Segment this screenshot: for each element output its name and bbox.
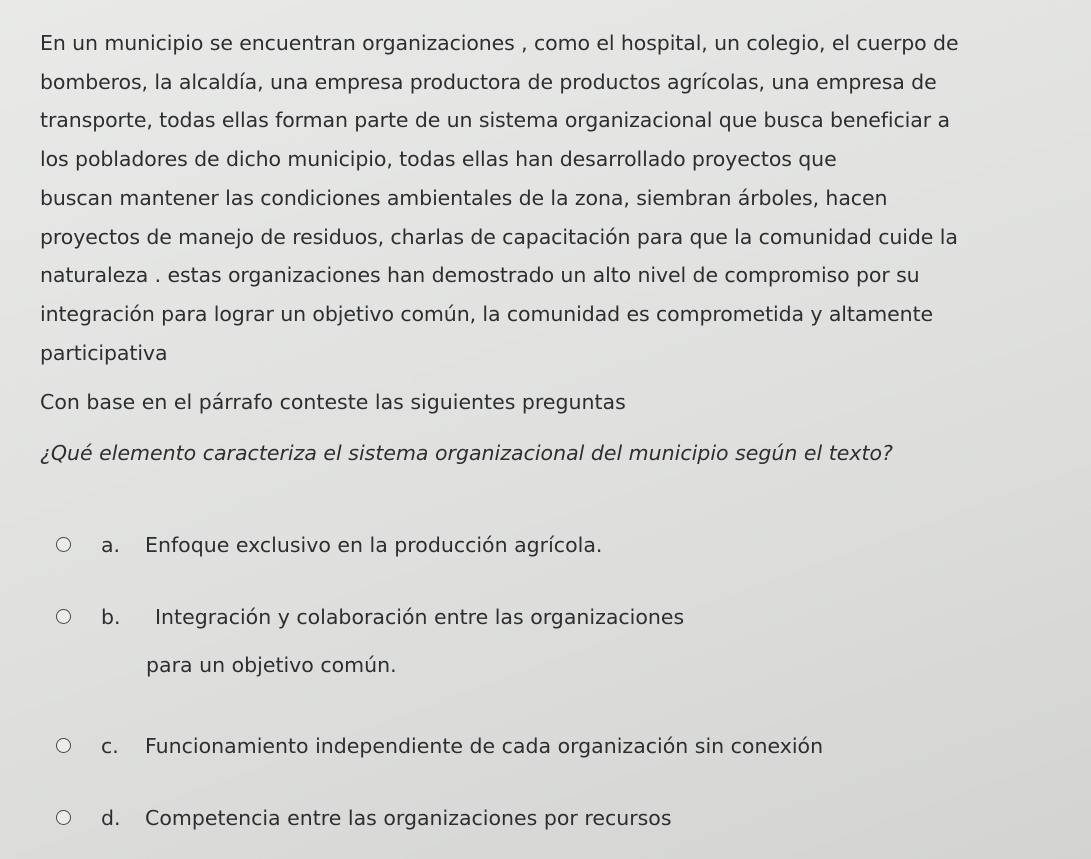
option-c-letter: c.: [101, 734, 119, 758]
radio-button-c[interactable]: [56, 738, 71, 753]
radio-button-b[interactable]: [56, 609, 71, 624]
instruction-text: Con base en el párrafo conteste las siguientes preguntas: [40, 390, 626, 414]
option-b-label: Integración y colaboración entre las organizaciones: [155, 605, 685, 629]
radio-button-a[interactable]: [56, 537, 71, 552]
passage-paragraph: [40, 24, 1070, 372]
passage-line: integración para lograr un objetivo común, la comunidad es comprometida y altamente: [40, 301, 934, 326]
passage-line: proyectos de manejo de residuos, charlas de capacitación para que la comunidad cuide la: [40, 224, 958, 249]
radio-button-d[interactable]: [56, 810, 71, 825]
question-text: ¿Qué elemento caracteriza el sistema organizacional del municipio según el texto?: [40, 441, 893, 465]
passage-line: En un municipio se encuentran organizaciones , como el hospital, un colegio, el cuerpo de: [40, 31, 959, 55]
passage-line: transporte, todas ellas forman parte de un sistema organizacional que busca beneficiar a: [40, 108, 950, 133]
passage-line: naturaleza . estas organizaciones han demostrado un alto nivel de compromiso por su: [40, 263, 920, 288]
passage-line: participativa: [40, 340, 168, 365]
option-a-letter: a.: [101, 533, 121, 557]
option-d-label: Competencia entre las organizaciones por recursos: [145, 806, 672, 830]
option-a-label: Enfoque exclusivo en la producción agrícola.: [145, 533, 603, 557]
option-c-label: Funcionamiento independiente de cada organización sin conexión: [145, 734, 824, 758]
option-d-letter: d.: [101, 806, 121, 830]
passage-line: buscan mantener las condiciones ambientales de la zona, siembran árboles, hacen: [40, 185, 888, 210]
passage-line: los pobladores de dicho municipio, todas ellas han desarrollado proyectos que: [40, 147, 837, 172]
option-b-letter: b.: [101, 605, 121, 629]
passage-line: bomberos, la alcaldía, una empresa productora de productos agrícolas, una empresa de: [40, 69, 937, 94]
option-b-label-continued: para un objetivo común.: [146, 653, 397, 677]
